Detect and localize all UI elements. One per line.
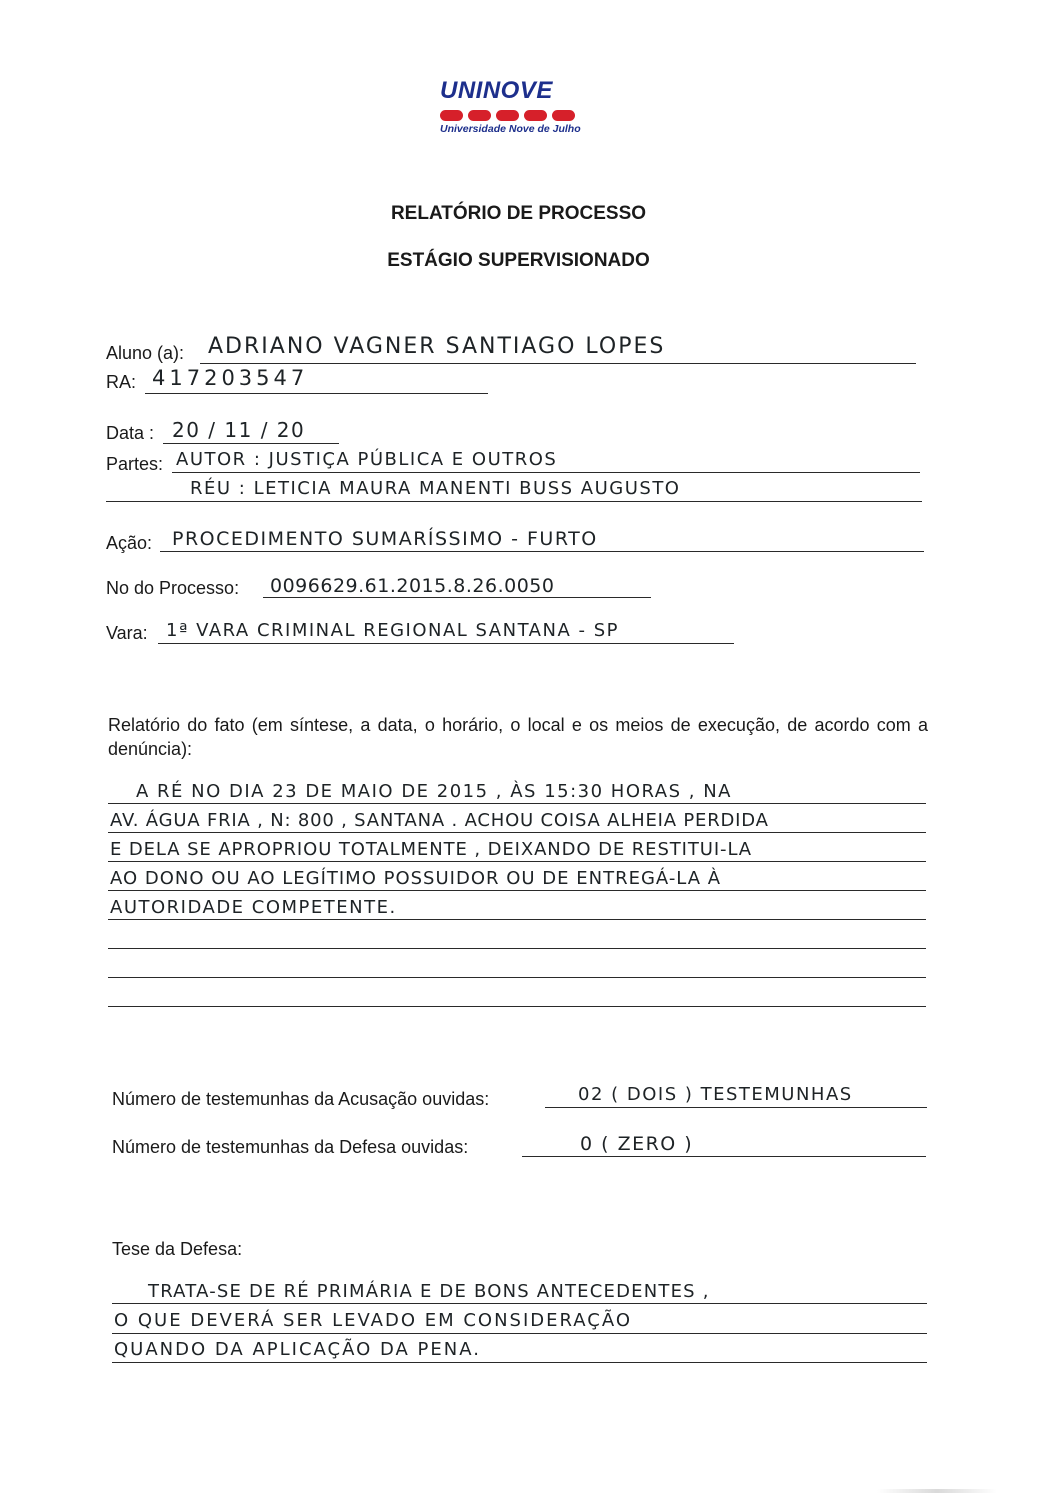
- scan-artifact: [877, 1489, 997, 1493]
- vara-label: Vara:: [106, 623, 148, 643]
- relatorio-text-line-3[interactable]: E DELA SE APROPRIOU TOTALMENTE , DEIXANDO DE RESTITUI-LA: [110, 839, 753, 860]
- tese-line-3: [112, 1362, 927, 1363]
- partes-label: Partes:: [106, 454, 164, 474]
- uninove-logo: [440, 78, 600, 135]
- partes-reu-value[interactable]: RÉU : LETICIA MAURA MANENTI BUSS AUGUSTO: [190, 478, 681, 499]
- ra-line: [145, 393, 488, 394]
- data-label: Data :: [106, 423, 155, 443]
- relatorio-text-line-4[interactable]: AO DONO OU AO LEGÍTIMO POSSUIDOR OU DE ENTREGÁ-LA À: [110, 868, 722, 889]
- testemunhas-acusacao-label: Número de testemunhas da Acusação ouvidas:: [112, 1089, 490, 1109]
- relatorio-line-8: [108, 1006, 926, 1007]
- testemunhas-acusacao-line: [545, 1107, 927, 1108]
- ra-label: RA:: [106, 372, 137, 392]
- processo-label: No do Processo:: [106, 578, 240, 598]
- aluno-line: [200, 363, 916, 364]
- tese-text-line-2[interactable]: O QUE DEVERÁ SER LEVADO EM CONSIDERAÇÃO: [114, 1310, 633, 1331]
- partes-line-2: [106, 501, 922, 502]
- data-value[interactable]: 20 / 11 / 20: [172, 418, 306, 442]
- ra-value[interactable]: 417203547: [152, 366, 309, 390]
- relatorio-line-3: [108, 861, 926, 862]
- processo-line: [263, 597, 651, 598]
- vara-value[interactable]: 1ª VARA CRIMINAL REGIONAL SANTANA - SP: [166, 620, 619, 641]
- acao-value[interactable]: PROCEDIMENTO SUMARÍSSIMO - FURTO: [172, 528, 598, 550]
- relatorio-line-6: [108, 948, 926, 949]
- relatorio-line-4: [108, 890, 926, 891]
- acao-label: Ação:: [106, 533, 153, 553]
- partes-autor-value[interactable]: AUTOR : JUSTIÇA PÚBLICA E OUTROS: [176, 449, 558, 470]
- aluno-value[interactable]: ADRIANO VAGNER SANTIAGO LOPES: [208, 334, 666, 359]
- tese-line-2: [112, 1333, 927, 1334]
- document-title: RELATÓRIO DE PROCESSO: [390, 203, 647, 224]
- relatorio-line-2: [108, 832, 926, 833]
- logo-subtitle: Universidade Nove de Julho: [440, 123, 581, 135]
- acao-line: [160, 551, 924, 552]
- relatorio-line-7: [108, 977, 926, 978]
- partes-line-1: [172, 472, 920, 473]
- vara-line: [158, 643, 734, 644]
- tese-text-line-1[interactable]: TRATA-SE DE RÉ PRIMÁRIA E DE BONS ANTECEDENTES ,: [148, 1281, 710, 1302]
- processo-value[interactable]: 0096629.61.2015.8.26.0050: [270, 575, 555, 597]
- tese-line-1: [112, 1303, 927, 1304]
- relatorio-line-1: [108, 803, 926, 804]
- tese-text-line-3[interactable]: QUANDO DA APLICAÇÃO DA PENA.: [114, 1339, 481, 1360]
- logo-wordmark: UNINOVE: [440, 77, 553, 104]
- relatorio-text-line-1[interactable]: A RÉ NO DIA 23 DE MAIO DE 2015 , ÀS 15:30 HORAS , NA: [136, 781, 732, 802]
- relatorio-line-5: [108, 919, 926, 920]
- testemunhas-defesa-label: Número de testemunhas da Defesa ouvidas:: [112, 1137, 469, 1157]
- relatorio-text-line-5[interactable]: AUTORIDADE COMPETENTE.: [110, 897, 397, 918]
- relatorio-prompt: Relatório do fato (em síntese, a data, o horário, o local e os meios de execução, de acordo com a denúncia):: [108, 715, 928, 759]
- data-line: [163, 443, 339, 444]
- tese-label: Tese da Defesa:: [112, 1239, 243, 1259]
- document-subtitle: ESTÁGIO SUPERVISIONADO: [387, 250, 650, 271]
- relatorio-text-line-2[interactable]: AV. ÁGUA FRIA , N: 800 , SANTANA . ACHOU COISA ALHEIA PERDIDA: [110, 810, 769, 831]
- testemunhas-defesa-value[interactable]: 0 ( ZERO ): [580, 1133, 694, 1155]
- testemunhas-acusacao-value[interactable]: 02 ( DOIS ) TESTEMUNHAS: [578, 1084, 853, 1105]
- logo-dots: [440, 108, 600, 122]
- testemunhas-defesa-line: [522, 1156, 926, 1157]
- aluno-label: Aluno (a):: [106, 343, 185, 363]
